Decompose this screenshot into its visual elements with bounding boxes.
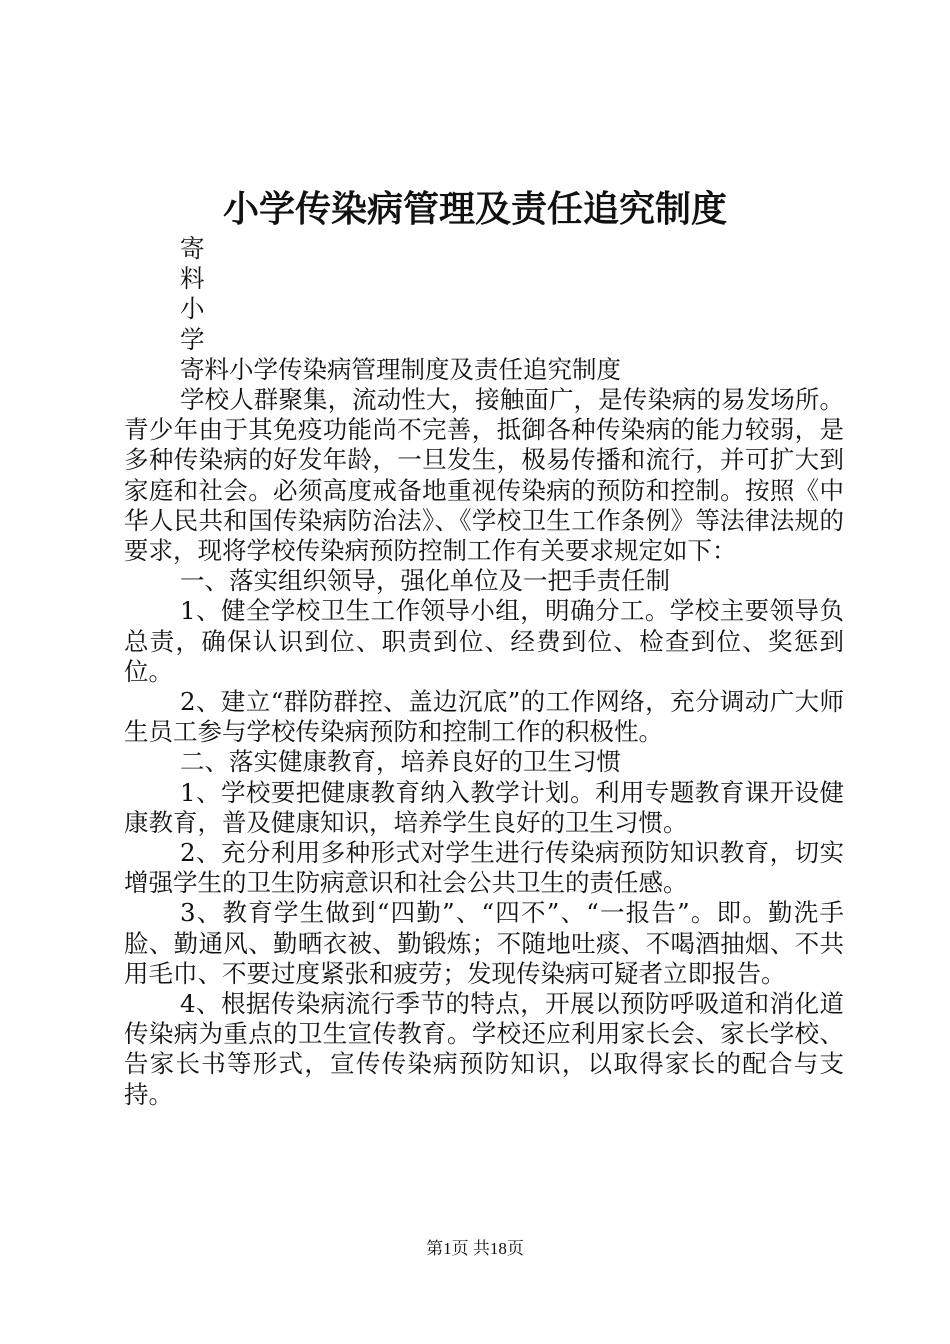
vertical-char: 料 [180, 264, 205, 294]
section-heading-2: 二、落实健康教育，培养良好的卫生习惯 [180, 747, 621, 777]
page-number-footer: 第1页 共18页 [426, 1239, 524, 1258]
intro-paragraph: 学校人群聚集，流动性大，接触面广，是传染病的易发场所。青少年由于其免疫功能尚不完善，抵御各种传染病的能力较弱，是多种传染病的好发年龄，一旦发生，极易传播和流行，并可扩大到家庭和社会。必须高度戒备地重视传染病的预防和控制。按照《中华人民共和国传染病防治法》、《学校卫生工作条例》等法律法规的要求，现将学校传染病预防控制工作有关要求规定如下： [124, 385, 844, 566]
section-2-item: 2、充分利用多种形式对学生进行传染病预防知识教育，切实增强学生的卫生防病意识和社会公共卫生的责任感。 [124, 838, 844, 898]
document-body [124, 234, 844, 1110]
document-title: 小学传染病管理及责任追究制度 [222, 188, 727, 230]
vertical-char: 寄 [180, 234, 205, 263]
section-1-item: 1、健全学校卫生工作领导小组，明确分工。学校主要领导负总责，确保认识到位、职责到位、经费到位、检查到位、奖惩到位。 [124, 596, 844, 686]
section-1-item: 2、建立“群防群控、盖边沉底”的工作网络，充分调动广大师生员工参与学校传染病预防和控制工作的积极性。 [124, 687, 844, 747]
vertical-char: 小 [180, 294, 205, 324]
section-2-item: 4、根据传染病流行季节的特点，开展以预防呼吸道和消化道传染病为重点的卫生宣传教育。学校还应利用家长会、家长学校、告家长书等形式，宣传传染病预防知识，以取得家长的配合与支持。 [124, 989, 844, 1109]
document-subtitle: 寄料小学传染病管理制度及责任追究制度 [180, 354, 621, 384]
vertical-char: 学 [180, 324, 205, 354]
section-2-item: 1、学校要把健康教育纳入教学计划。利用专题教育课开设健康教育，普及健康知识，培养学生良好的卫生习惯。 [124, 777, 844, 837]
section-2-item: 3、教育学生做到“四勤”、“四不”、“一报告”。即。勤洗手脸、勤通风、勤晒衣被、勤锻炼；不随地吐痰、不喝酒抽烟、不共用毛巾、不要过度紧张和疲劳；发现传染病可疑者立即报告。 [124, 898, 844, 988]
section-heading-1: 一、落实组织领导，强化单位及一把手责任制 [180, 566, 670, 596]
